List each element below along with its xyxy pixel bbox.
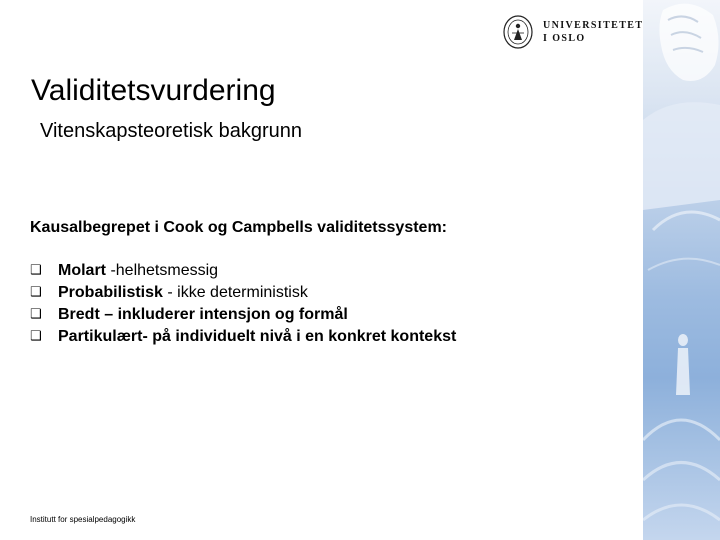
bullet-text: - ikke deterministisk (162, 284, 308, 301)
bullet-text: - på individuelt nivå i en konkret kontekst (142, 328, 457, 345)
bullet-list (30, 260, 456, 348)
hollow-square-bullet-icon: ❑ (30, 307, 42, 322)
university-seal-icon (503, 15, 533, 49)
bullet-term: Bredt (58, 306, 100, 323)
hollow-square-bullet-icon: ❑ (30, 285, 42, 300)
bullet-term: Molart (58, 262, 106, 279)
slide-title: Validitetsvurdering (31, 74, 276, 107)
hollow-square-bullet-icon: ❑ (30, 329, 42, 344)
section-heading: Kausalbegrepet i Cook og Campbells validitetssystem: (30, 219, 448, 236)
hollow-square-bullet-icon: ❑ (30, 263, 42, 278)
list-item (30, 304, 456, 326)
university-name-line2: I OSLO (543, 33, 586, 44)
statue-illustration (643, 0, 720, 540)
list-item (30, 282, 456, 304)
decorative-side-strip (643, 0, 720, 540)
university-name-line1: UNIVERSITETET (543, 20, 644, 31)
bullet-term: Probabilistisk (58, 284, 163, 301)
bullet-term: Partikulært (58, 328, 143, 345)
university-logo (503, 15, 643, 51)
list-item (30, 260, 456, 282)
footer-institute: Institutt for spesialpedagogikk (30, 515, 136, 524)
list-item (30, 326, 456, 348)
slide-subtitle: Vitenskapsteoretisk bakgrunn (40, 120, 303, 142)
bullet-text: -helhetsmessig (106, 262, 219, 279)
university-name (543, 19, 643, 45)
bullet-text: – inkluderer intensjon og formål (99, 306, 348, 323)
